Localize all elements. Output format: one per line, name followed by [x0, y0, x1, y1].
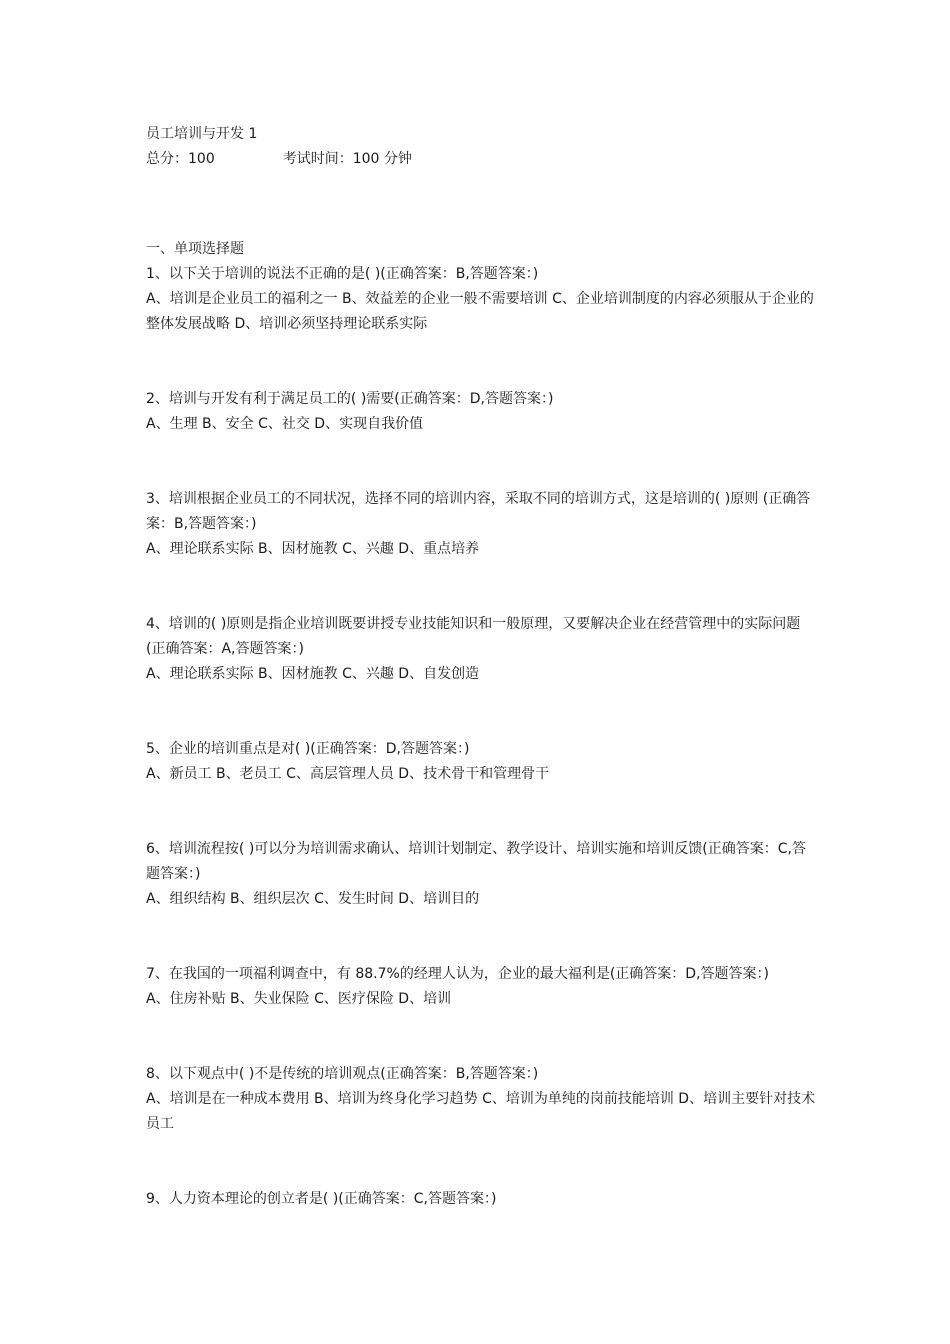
exam-title: 员工培训与开发 1	[146, 126, 258, 142]
question-options: A、住房补贴 B、失业保险 C、医疗保险 D、培训	[146, 991, 452, 1007]
question-item	[146, 387, 816, 437]
question-stem: 1、以下关于培训的说法不正确的是( )(正确答案：B,答题答案：)	[146, 266, 539, 282]
exam-meta	[146, 147, 816, 172]
question-stem: 2、培训与开发有利于满足员工的( )需要(正确答案：D,答题答案：)	[146, 391, 554, 407]
total-score: 总分：100	[146, 151, 215, 167]
question-item	[146, 612, 816, 687]
question-item	[146, 737, 816, 787]
exam-duration: 考试时间：100 分钟	[282, 151, 412, 167]
question-options: A、培训是企业员工的福利之一 B、效益差的企业一般不需要培训 C、企业培训制度的内容必须服从于企业的整体发展战略 D、培训必须坚持理论联系实际	[146, 291, 814, 332]
question-item	[146, 962, 816, 1012]
exam-document	[146, 122, 816, 1262]
question-stem: 7、在我国的一项福利调查中，有 88.7%的经理人认为，企业的最大福利是(正确答案：D,答题答案：)	[146, 966, 769, 982]
question-item	[146, 1187, 816, 1212]
question-stem: 6、培训流程按( )可以分为培训需求确认、培训计划制定、教学设计、培训实施和培训反馈(正确答案：C,答题答案：)	[146, 841, 806, 882]
question-item	[146, 1062, 816, 1137]
question-options: A、组织结构 B、组织层次 C、发生时间 D、培训目的	[146, 891, 480, 907]
section-title: 一、单项选择题	[146, 241, 244, 257]
question-options: A、理论联系实际 B、因材施教 C、兴趣 D、自发创造	[146, 666, 480, 682]
question-options: A、新员工 B、老员工 C、高层管理人员 D、技术骨干和管理骨干	[146, 766, 550, 782]
meta-spacer	[215, 147, 283, 172]
question-stem: 8、以下观点中( )不是传统的培训观点(正确答案：B,答题答案：)	[146, 1066, 539, 1082]
question-stem: 5、企业的培训重点是对( )(正确答案：D,答题答案：)	[146, 741, 470, 757]
question-stem: 9、人力资本理论的创立者是( )(正确答案：C,答题答案：)	[146, 1191, 497, 1207]
question-options: A、生理 B、安全 C、社交 D、实现自我价值	[146, 416, 424, 432]
question-item	[146, 487, 816, 562]
question-item	[146, 837, 816, 912]
question-list	[146, 262, 816, 1212]
question-options: A、培训是在一种成本费用 B、培训为终身化学习趋势 C、培训为单纯的岗前技能培训 D、培训主要针对技术员工	[146, 1091, 816, 1132]
question-options: A、理论联系实际 B、因材施教 C、兴趣 D、重点培养	[146, 541, 480, 557]
question-item	[146, 262, 816, 337]
question-stem: 4、培训的( )原则是指企业培训既要讲授专业技能知识和一般原理，又要解决企业在经营管理中的实际问题(正确答案：A,答题答案：)	[146, 616, 801, 657]
question-stem: 3、培训根据企业员工的不同状况，选择不同的培训内容，采取不同的培训方式，这是培训的( )原则 (正确答案：B,答题答案：)	[146, 491, 811, 532]
